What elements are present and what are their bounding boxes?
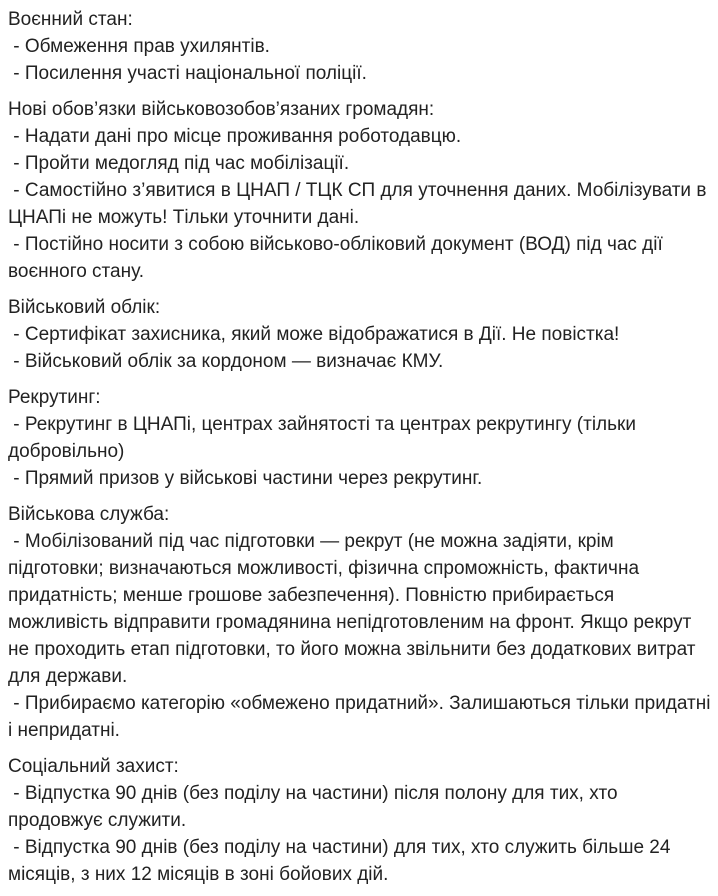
section (8, 384, 712, 492)
bullet-item: - Прямий призов у військові частини через рекрутинг. (8, 468, 483, 489)
section-heading: Воєнний стан: (8, 9, 133, 30)
bullet-item: - Військовий облік за кордоном — визначає КМУ. (8, 351, 444, 372)
bullet-item: - Посилення участі національної поліції. (8, 63, 367, 84)
bullet-item: - Постійно носити з собою військово-обліковий документ (ВОД) під час дії воєнного стану. (8, 234, 669, 282)
section-heading: Рекрутинг: (8, 387, 101, 408)
section (8, 6, 712, 87)
bullet-item: - Самостійно з’явитися в ЦНАП / ТЦК СП для уточнення даних. Мобілізувати в ЦНАПі не можуть! Тільки уточнити дані. (8, 180, 712, 228)
section (8, 753, 712, 888)
section (8, 96, 712, 285)
section-heading: Військовий облік: (8, 297, 161, 318)
bullet-item: - Надати дані про місце проживання роботодавцю. (8, 126, 462, 147)
bullet-item: - Відпустка 90 днів (без поділу на частини) для тих, хто служить більше 24 місяців, з них 12 місяців в зоні бойових дій. (8, 837, 676, 885)
section (8, 294, 712, 375)
bullet-item: - Рекрутинг в ЦНАПі, центрах зайнятості та центрах рекрутингу (тільки добровільно) (8, 414, 642, 462)
section-heading: Соціальний захист: (8, 756, 179, 777)
section-heading: Військова служба: (8, 504, 170, 525)
section-heading: Нові обов’язки військовозобов’язаних громадян: (8, 99, 435, 120)
bullet-item: - Сертифікат захисника, який може відображатися в Дії. Не повістка! (8, 324, 620, 345)
bullet-item: - Мобілізований під час підготовки — рекрут (не можна задіяти, крім підготовки; визначаються можливості, фізична спроможність, фактична придатність; менше грошове забезпечення). Повністю прибирається можливість відправити громадянина непідготовленим на фронт. Якщо рекрут не проходить етап підготовки, то його можна звільнити без додаткових витрат для держави. (8, 531, 701, 687)
bullet-item: - Прибираємо категорію «обмежено придатний». Залишаються тільки придатні і непридатні. (8, 693, 716, 741)
bullet-item: - Відпустка 90 днів (без поділу на частини) після полону для тих, хто продовжує служити. (8, 783, 623, 831)
bullet-item: - Пройти медогляд під час мобілізації. (8, 153, 350, 174)
bullet-item: - Обмеження прав ухилянтів. (8, 36, 270, 57)
section (8, 501, 716, 744)
